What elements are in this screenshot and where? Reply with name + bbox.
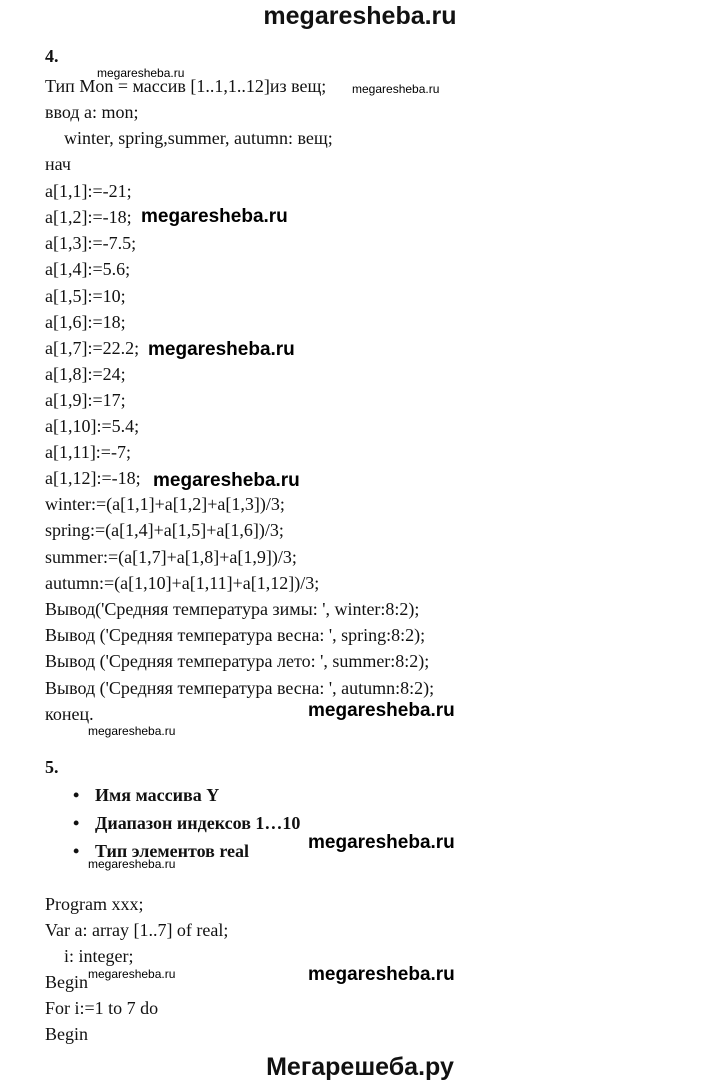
code-line: winter, spring,summer, autumn: вещ; [64,128,333,148]
code-line: a[1,4]:=5.6; [45,259,131,279]
code-line: Begin [45,972,88,992]
watermark: megaresheba.ru [308,964,455,985]
code-line: Var a: array [1..7] of real; [45,920,229,940]
watermark: megaresheba.ru [88,857,176,871]
code-line: a[1,11]:=-7; [45,442,131,462]
code-line: a[1,1]:=-21; [45,181,132,201]
bullet-dot-icon: • [73,841,80,861]
watermark: megaresheba.ru [148,339,295,360]
code-line: autumn:=(a[1,10]+a[1,11]+a[1,12])/3; [45,573,320,593]
code-line: нач [45,154,71,174]
watermark: megaresheba.ru [153,470,300,491]
code-line: For i:=1 to 7 do [45,998,159,1018]
code-line: a[1,5]:=10; [45,286,126,306]
watermark: megaresheba.ru [352,82,440,96]
code-line: spring:=(a[1,4]+a[1,5]+a[1,6])/3; [45,520,284,540]
code-line: a[1,6]:=18; [45,312,126,332]
site-footer: Мегарешеба.ру [266,1053,454,1081]
watermark: megaresheba.ru [308,832,455,853]
code-line: Program xxx; [45,894,144,914]
task-5-number: 5. [45,757,59,777]
site-header: megaresheba.ru [263,2,457,30]
code-line: ввод а: mon; [45,102,139,122]
code-line: конец. [45,704,94,724]
code-line: Вывод('Средняя температура зимы: ', winter:8:2); [45,599,420,619]
bullet-dot-icon: • [73,813,80,833]
code-line: a[1,9]:=17; [45,390,126,410]
code-line: i: integer; [64,946,134,966]
watermark: megaresheba.ru [97,66,185,80]
code-line: a[1,3]:=-7.5; [45,233,137,253]
code-line: a[1,12]:=-18; [45,468,141,488]
code-line: Тип Mon = массив [1..1,1..12]из вещ; [45,76,327,96]
code-line: summer:=(a[1,7]+a[1,8]+a[1,9])/3; [45,547,297,567]
code-line: Вывод ('Средняя температура весна: ', spring:8:2); [45,625,426,645]
code-line: a[1,10]:=5.4; [45,416,140,436]
watermark: megaresheba.ru [308,700,455,721]
watermark: megaresheba.ru [141,206,288,227]
code-line: a[1,7]:=22.2; [45,338,140,358]
watermark: megaresheba.ru [88,724,176,738]
code-line: a[1,2]:=-18; [45,207,132,227]
code-line: a[1,8]:=24; [45,364,126,384]
code-line: Вывод ('Средняя температура лето: ', summer:8:2); [45,651,430,671]
code-line: winter:=(a[1,1]+a[1,2]+a[1,3])/3; [45,494,285,514]
bullet-dot-icon: • [73,785,80,805]
watermark: megaresheba.ru [88,967,176,981]
bullet-item: • Имя массива Y [73,785,220,805]
code-line: Begin [45,1024,88,1044]
task-4-number: 4. [45,46,59,66]
bullet-item: • Тип элементов real [73,841,249,861]
bullet-item: • Диапазон индексов 1…10 [73,813,301,833]
code-line: Вывод ('Средняя температура весна: ', autumn:8:2); [45,678,435,698]
